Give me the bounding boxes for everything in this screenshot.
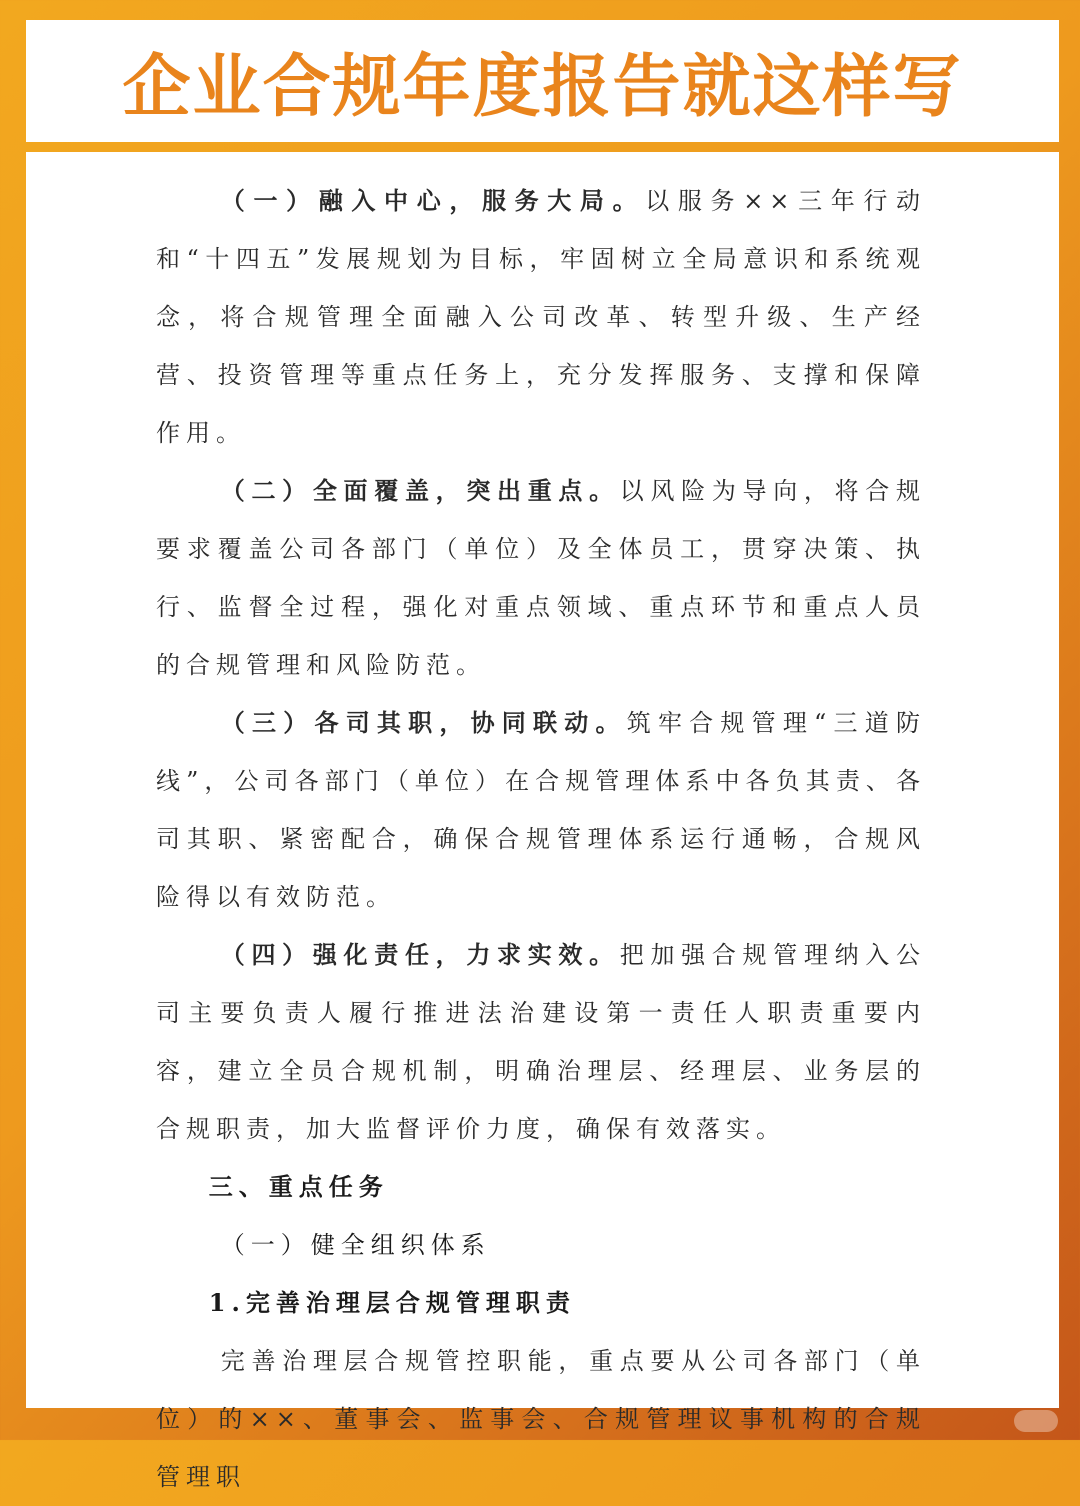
watermark-logo: [1014, 1410, 1058, 1432]
final-paragraph: 完善治理层合规管控职能，重点要从公司各部门（单位）的××、董事会、监事会、合规管理议事机构的合规管理职: [156, 1347, 926, 1491]
page-title: 企业合规年度报告就这样写: [122, 47, 963, 127]
paragraph-3-body: 筑牢合规管理“三道防线”，公司各部门（单位）在合规管理体系中各负其责、各司其职、紧密配合，确保合规管理体系运行通畅，合规风险得以有效防范。: [156, 709, 927, 911]
section-heading: 三、重点任务: [208, 1172, 389, 1201]
title-banner: [26, 20, 1059, 142]
paragraph-4: [156, 926, 926, 1158]
paragraph-3: [156, 694, 926, 926]
paragraph-1: [156, 172, 926, 462]
item-heading: 1.完善治理层合规管理职责: [208, 1288, 576, 1317]
paragraph-1-body: 以服务××三年行动和“十四五”发展规划为目标，牢固树立全局意识和系统观念，将合规管理全面融入公司改革、转型升级、生产经营、投资管理等重点任务上，充分发挥服务、支撑和保障作用。: [156, 187, 927, 447]
paragraph-2: [156, 462, 926, 694]
sub-heading: （一）健全组织体系: [220, 1231, 491, 1259]
paragraph-4-body: 把加强合规管理纳入公司主要负责人履行推进法治建设第一责任人职责重要内容，建立全员合规机制，明确治理层、经理层、业务层的合规职责，加大监督评价力度，确保有效落实。: [156, 941, 927, 1143]
paragraph-3-lead: （三）各司其职，协同联动。: [220, 708, 627, 737]
paragraph-2-body: 以风险为导向，将合规要求覆盖公司各部门（单位）及全体员工，贯穿决策、执行、监督全过程，强化对重点领域、重点环节和重点人员的合规管理和风险防范。: [156, 477, 927, 679]
paragraph-2-lead: （二）全面覆盖，突出重点。: [220, 476, 620, 505]
paragraph-1-lead: （一）融入中心，服务大局。: [220, 186, 646, 215]
document-body: [156, 172, 926, 1506]
paragraph-4-lead: （四）强化责任，力求实效。: [220, 940, 620, 969]
document-panel: [26, 152, 1059, 1491]
